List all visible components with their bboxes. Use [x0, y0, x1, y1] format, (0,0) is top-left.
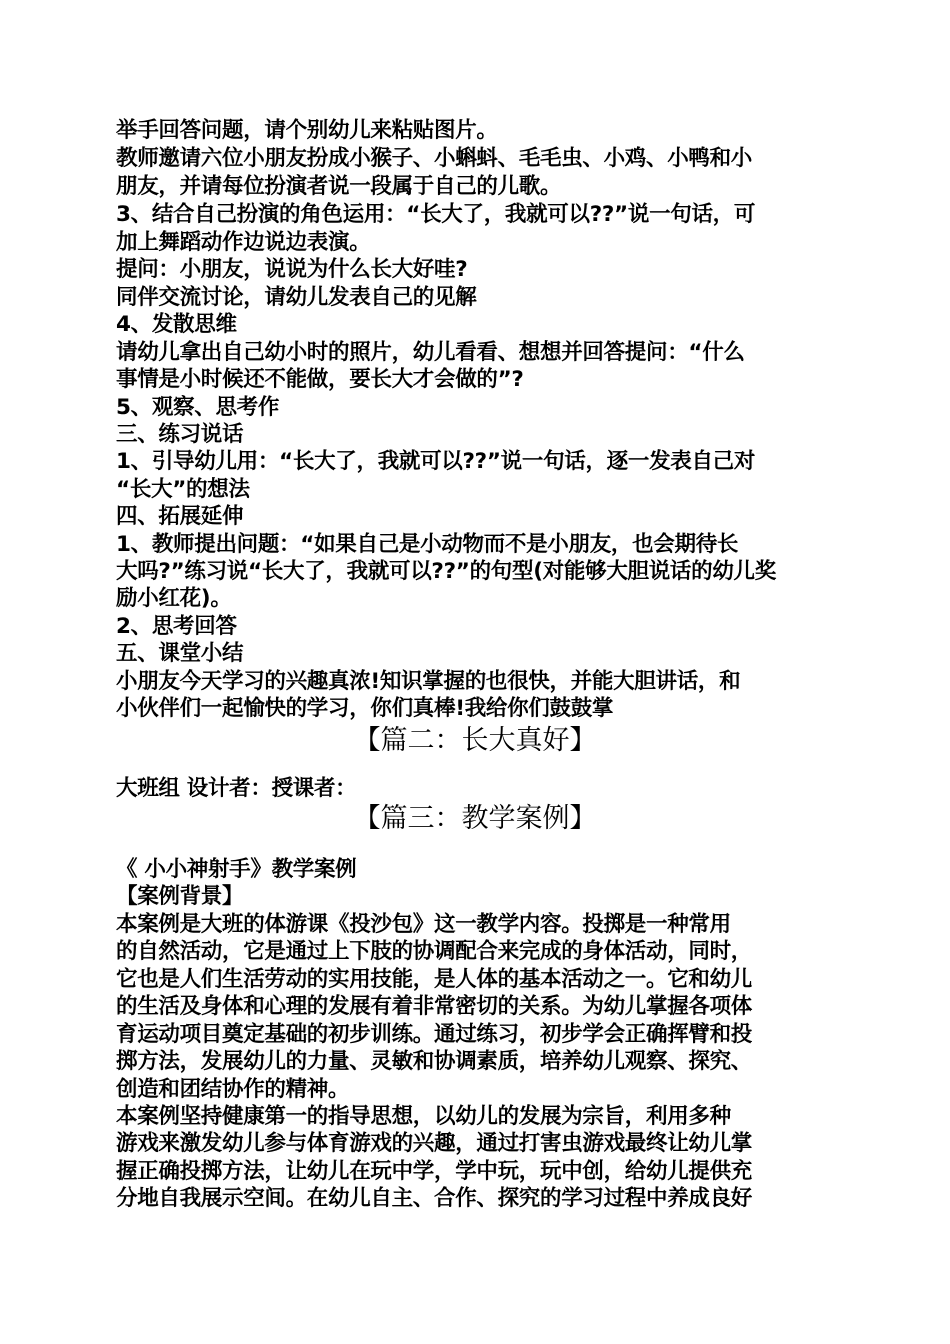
text-line: 它也是人们生活劳动的实用技能，是人体的基本活动之一。它和幼儿	[116, 967, 753, 992]
text-line: 的生活及身体和心理的发展有着非常密切的关系。为幼儿掌握各项体	[116, 994, 753, 1019]
text-line: 五、课堂小结	[116, 641, 244, 666]
text-line: 四、拓展延伸	[116, 504, 244, 529]
text-line: 育运动项目奠定基础的初步训练。通过练习，初步学会正确挥臂和投	[116, 1022, 753, 1047]
text-line: 本案例坚持健康第一的指导思想，以幼儿的发展为宗旨，利用多种	[116, 1104, 731, 1129]
text-line: 提问：小朋友，说说为什么长大好哇?	[116, 257, 468, 282]
text-line: 小伙伴们一起愉快的学习，你们真棒!我给你们鼓鼓掌	[116, 696, 614, 721]
text-line: 本案例是大班的体游课《投沙包》这一教学内容。投掷是一种常用	[116, 912, 731, 937]
text-line: 5、观察、思考作	[116, 395, 280, 420]
text-line: 1、引导幼儿用：“长大了，我就可以??”说一句话，逐一发表自己对	[116, 449, 756, 474]
text-line: 4、发散思维	[116, 312, 237, 337]
text-line: 握正确投掷方法，让幼儿在玩中学，学中玩，玩中创，给幼儿提供充	[116, 1159, 753, 1184]
text-line: 小朋友今天学习的兴趣真浓!知识掌握的也很快，并能大胆讲话，和	[116, 669, 741, 694]
text-line: 教师邀请六位小朋友扮成小猴子、小蝌蚪、毛毛虫、小鸡、小鸭和小	[116, 146, 753, 171]
text-line: 同伴交流讨论，请幼儿发表自己的见解	[116, 285, 477, 310]
text-line: 3、结合自己扮演的角色运用：“长大了，我就可以??”说一句话，可	[116, 202, 756, 227]
text-line: 加上舞蹈动作边说边表演。	[116, 230, 371, 255]
section-heading-3: 【篇三：教学案例】	[353, 803, 597, 834]
text-line: 事情是小时候还不能做，要长大才会做的”?	[116, 367, 524, 392]
text-line: 大班组 设计者：授课者：	[116, 776, 357, 801]
text-line: 分地自我展示空间。在幼儿自主、合作、探究的学习过程中养成良好	[116, 1186, 753, 1211]
text-line: 三、练习说话	[116, 422, 244, 447]
text-line: 掷方法，发展幼儿的力量、灵敏和协调素质，培养幼儿观察、探究、	[116, 1049, 753, 1074]
section-heading-2: 【篇二：长大真好】	[353, 725, 597, 756]
text-line: 【案例背景】	[116, 884, 244, 909]
text-line: 游戏来激发幼儿参与体育游戏的兴趣，通过打害虫游戏最终让幼儿掌	[116, 1131, 753, 1156]
text-line: 2、思考回答	[116, 614, 237, 639]
text-line: 1、教师提出问题：“如果自己是小动物而不是小朋友，也会期待长	[116, 532, 739, 557]
text-line: 请幼儿拿出自己幼小时的照片，幼儿看看、想想并回答提问：“什么	[116, 340, 745, 365]
text-line: 大吗?”练习说“长大了，我就可以??”的句型(对能够大胆说话的幼儿奖	[116, 559, 776, 584]
text-line: 举手回答问题，请个别幼儿来粘贴图片。	[116, 118, 498, 143]
text-line: 朋友，并请每位扮演者说一段属于自己的儿歌。	[116, 174, 562, 199]
text-line: “长大”的想法	[116, 477, 250, 502]
text-line: 创造和团结协作的精神。	[116, 1077, 350, 1102]
case-title: 《 小小神射手》教学案例	[116, 857, 357, 882]
text-line: 的自然活动，它是通过上下肢的协调配合来完成的身体活动，同时，	[116, 939, 753, 964]
text-line: 励小红花)。	[116, 586, 232, 611]
